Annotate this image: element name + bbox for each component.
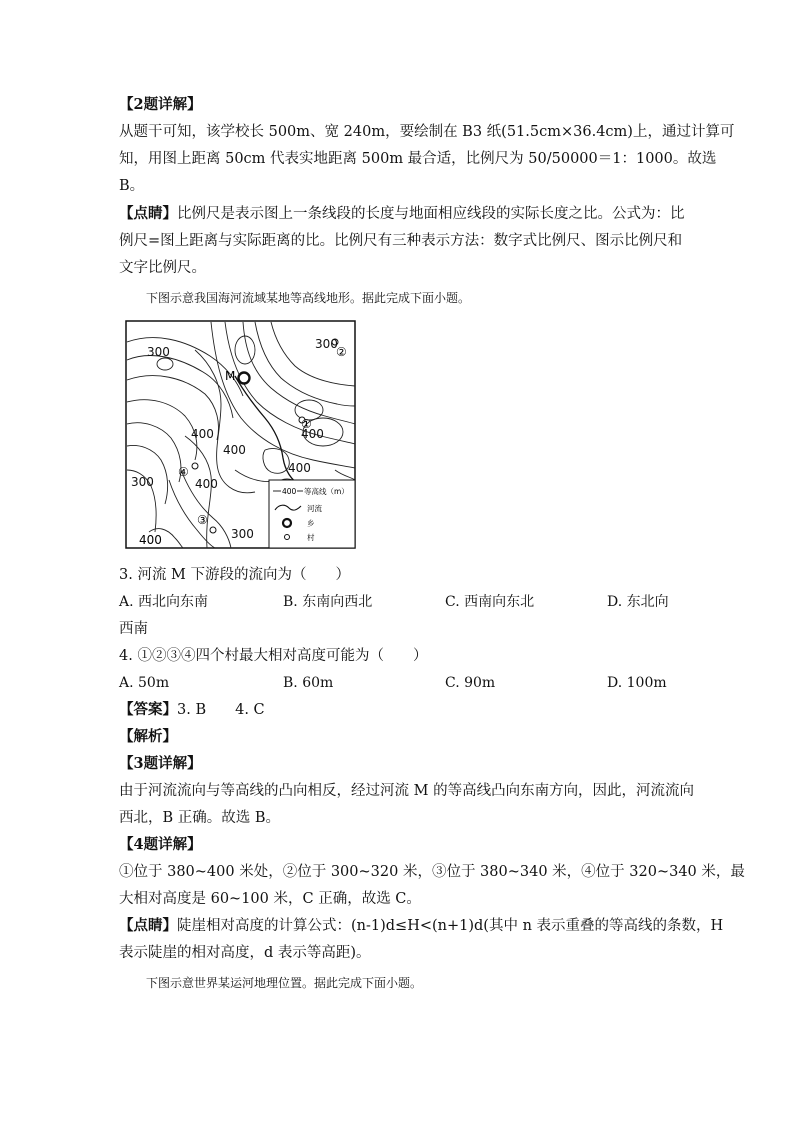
q2-detail-line-2: 知，用图上距离 50cm 代表实地距离 500m 最合适，比例尺为 50/50000＝1：1000。故选 bbox=[119, 151, 717, 167]
legend-contour-value: 400 bbox=[282, 487, 297, 496]
town-m-label: M bbox=[225, 369, 236, 383]
q2-detail-line-1: 从题干可知，该学校长 500m、宽 240m，要绘制在 B3 纸(51.5cm×36.4cm)上，通过计算可 bbox=[119, 124, 735, 140]
town-icon bbox=[283, 519, 291, 527]
contour-label: 300 bbox=[315, 337, 338, 351]
village-icon bbox=[285, 535, 290, 540]
q3-option-d: D. 东北向 bbox=[607, 594, 669, 610]
map-intro: 下图示意我国海河流域某地等高线地形。据此完成下面小题。 bbox=[146, 291, 471, 305]
contour-map bbox=[125, 320, 357, 550]
contour-label: 400 bbox=[288, 461, 311, 475]
q3-option-c: C. 西南向东北 bbox=[445, 594, 535, 610]
contour-label: 400 bbox=[301, 427, 324, 441]
village-3-label: ③ bbox=[197, 513, 208, 527]
answer-text: 3. B 4. C bbox=[177, 702, 265, 718]
q3-detail-line-2: 西北，B 正确。故选 B。 bbox=[119, 810, 281, 826]
q4-option-a: A. 50m bbox=[119, 675, 170, 691]
q4-option-b: B. 60m bbox=[283, 675, 334, 691]
answer-label: 【答案】 bbox=[119, 701, 177, 718]
tip-label: 【点睛】 bbox=[119, 917, 177, 934]
q2-detail-title: 【2题详解】 bbox=[119, 96, 202, 113]
canal-intro: 下图示意世界某运河地理位置。据此完成下面小题。 bbox=[146, 976, 423, 990]
q3-stem: 3. 河流 M 下游段的流向为（ ） bbox=[119, 567, 351, 583]
q2-detail-line-3: B。 bbox=[119, 178, 145, 194]
village-1-label: ① bbox=[301, 417, 312, 431]
village-4-label: ④ bbox=[178, 465, 189, 479]
q4-detail-line-2: 大相对高度是 60~100 米，C 正确，故选 C。 bbox=[119, 891, 421, 907]
legend-contour-text: 等高线（m） bbox=[304, 487, 349, 496]
q3-option-d-wrap: 西南 bbox=[119, 621, 148, 637]
q4-tip-line-2: 表示陡崖的相对高度，d 表示等高距)。 bbox=[119, 945, 371, 961]
contour-label: 300 bbox=[231, 527, 254, 541]
contour-label: 300 bbox=[131, 475, 154, 489]
analysis-title: 【解析】 bbox=[119, 728, 177, 745]
contour-label: 400 bbox=[223, 443, 246, 457]
town-m-marker bbox=[239, 373, 250, 384]
tip-label: 【点睛】 bbox=[119, 205, 177, 222]
village-4-marker bbox=[192, 463, 198, 469]
q2-tip-line-1 bbox=[119, 204, 685, 224]
q3-option-b: B. 东南向西北 bbox=[283, 594, 373, 610]
q4-option-c: C. 90m bbox=[445, 675, 496, 691]
map-legend bbox=[269, 480, 355, 548]
legend-village-text: 村 bbox=[307, 533, 315, 542]
legend-town-text: 乡 bbox=[307, 519, 315, 528]
legend-river-text: 河流 bbox=[307, 504, 322, 513]
contour-label: 400 bbox=[191, 427, 214, 441]
q4-tip-line-1 bbox=[119, 916, 723, 936]
tip-text: 陡崖相对高度的计算公式：(n-1)d≤H<(n+1)d(其中 n 表示重叠的等高线的条数，H bbox=[177, 918, 724, 934]
village-2-label: ② bbox=[336, 345, 347, 359]
contour-label: 400 bbox=[195, 477, 218, 491]
q3-detail-title: 【3题详解】 bbox=[119, 755, 202, 772]
q4-detail-title: 【4题详解】 bbox=[119, 836, 202, 853]
tip-text: 比例尺是表示图上一条线段的长度与地面相应线段的实际长度之比。公式为：比 bbox=[177, 206, 685, 222]
q2-tip-line-2: 例尺=图上距离与实际距离的比。比例尺有三种表示方法：数字式比例尺、图示比例尺和 bbox=[119, 233, 683, 249]
village-3-marker bbox=[210, 527, 216, 533]
q2-tip-line-3: 文字比例尺。 bbox=[119, 260, 206, 276]
q3-detail-line-1: 由于河流流向与等高线的凸向相反，经过河流 M 的等高线凸向东南方向，因此，河流流向 bbox=[119, 783, 695, 799]
answer-line bbox=[119, 700, 265, 720]
q3-option-a: A. 西北向东南 bbox=[119, 594, 209, 610]
q4-option-d: D. 100m bbox=[607, 675, 667, 691]
q4-stem: 4. ①②③④四个村最大相对高度可能为（ ） bbox=[119, 648, 428, 664]
contour-label: 300 bbox=[147, 345, 170, 359]
q4-detail-line-1: ①位于 380~400 米处，②位于 300~320 米，③位于 380~340 米，④位于 320~340 米，最 bbox=[119, 864, 745, 880]
contour-label: 400 bbox=[139, 533, 162, 547]
